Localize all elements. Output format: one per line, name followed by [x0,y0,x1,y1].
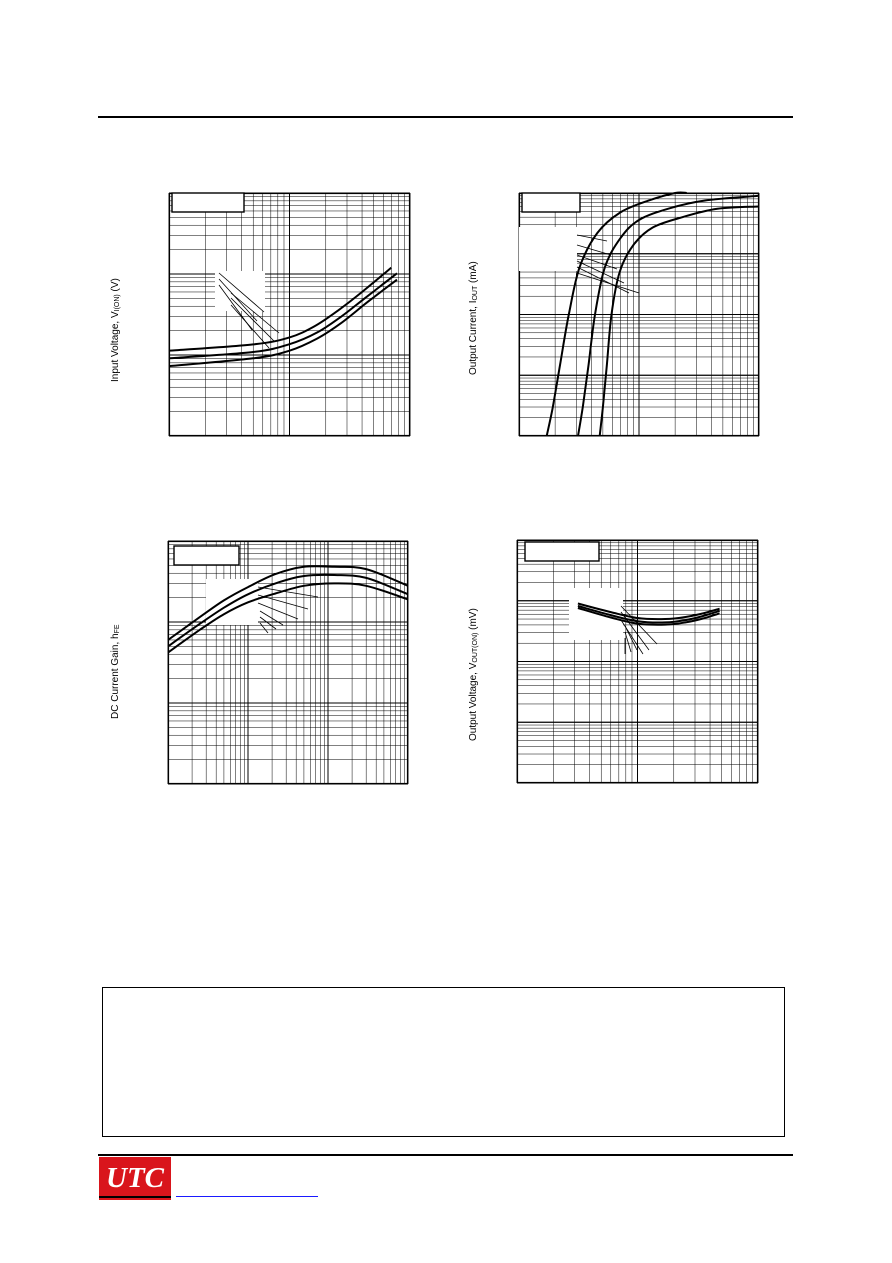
chart-svg [169,193,410,436]
notice-box [102,987,785,1137]
chart3-ylabel: DC Current Gain, $h_{FE}$ [110,624,121,719]
chart2-ylabel: Output Current, $I_{OUT}$ (mA) [468,261,479,375]
chart4-ylabel: Output Voltage, $V_{OUT(ON)}$ (mV) [468,608,479,741]
series-line-3 [168,583,408,652]
footer-rule [98,1154,793,1156]
legend-box [525,542,599,561]
legend-box [174,546,239,565]
annotation-leader [577,273,639,293]
chart-svg [168,541,408,784]
chart4 [517,540,758,783]
chart2 [519,193,759,436]
chart1-ylabel: Input Voltage, $V_{I(ON)}$ (V) [110,278,121,382]
utc-logo: UTC [99,1157,171,1200]
annotation-leader [577,255,617,269]
header-rule [98,116,793,118]
logo-underline [99,1196,171,1198]
annotation-leader [260,623,268,633]
chart-svg [517,540,758,783]
series-line-3 [600,207,759,437]
website-link[interactable] [176,1196,318,1197]
annotation-leader [258,595,308,609]
annotation-leader [260,617,276,629]
annotation-leader [258,603,298,619]
chart-svg [519,193,759,436]
series-line-2 [168,575,408,647]
plot-frame [169,542,408,784]
series-line-3 [169,280,397,366]
legend-box [522,193,580,212]
legend-box [172,193,244,212]
annotation-leader [260,611,283,625]
chart1 [169,193,410,436]
annotation-box [519,227,577,271]
chart3 [168,541,408,784]
series-line-2 [578,196,759,436]
series-line-2 [169,273,397,358]
